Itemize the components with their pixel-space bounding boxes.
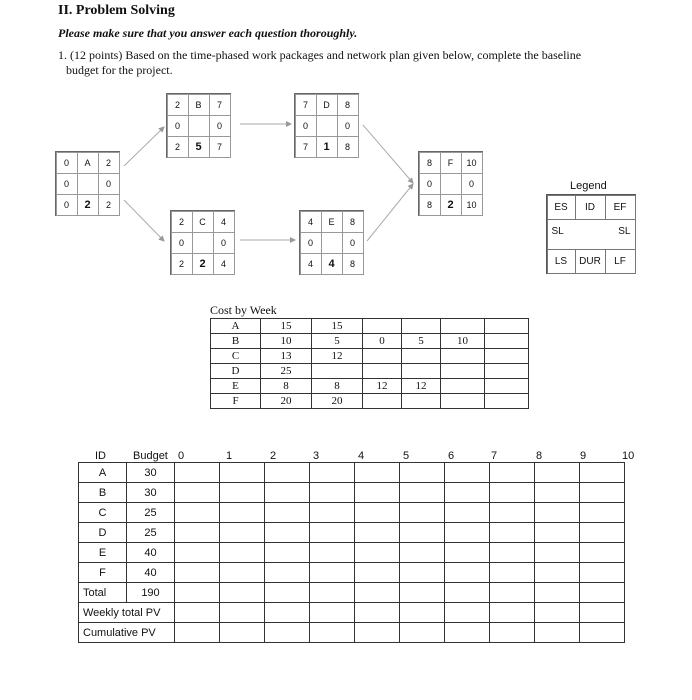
cost-row-label: C bbox=[211, 349, 261, 364]
cost-cell: 13 bbox=[261, 349, 312, 364]
pv-input-cell[interactable] bbox=[310, 483, 355, 503]
pv-input-cell[interactable] bbox=[400, 523, 445, 543]
cost-cell bbox=[485, 349, 529, 364]
cost-cell: 8 bbox=[261, 379, 312, 394]
node-sl-left: 0 bbox=[295, 115, 317, 137]
pv-input-cell[interactable] bbox=[445, 543, 490, 563]
cost-cell: 12 bbox=[402, 379, 441, 394]
node-ls: 2 bbox=[167, 136, 189, 158]
pv-input-cell[interactable] bbox=[580, 503, 625, 523]
node-dur: 2 bbox=[192, 253, 214, 275]
budget-row-amount: 30 bbox=[127, 483, 175, 503]
cost-row bbox=[211, 334, 529, 349]
pv-input-cell[interactable] bbox=[175, 603, 220, 623]
week-label: 5 bbox=[403, 450, 410, 462]
pv-input-cell[interactable] bbox=[400, 563, 445, 583]
pv-input-cell[interactable] bbox=[535, 563, 580, 583]
pv-input-cell[interactable] bbox=[490, 583, 535, 603]
pv-input-cell[interactable] bbox=[445, 623, 490, 643]
pv-input-cell[interactable] bbox=[580, 463, 625, 483]
pv-input-cell[interactable] bbox=[220, 503, 265, 523]
pv-input-cell[interactable] bbox=[580, 563, 625, 583]
node-e bbox=[299, 210, 364, 275]
cost-cell: 20 bbox=[261, 394, 312, 409]
pv-input-cell[interactable] bbox=[580, 603, 625, 623]
week-label: 8 bbox=[536, 450, 543, 462]
pv-input-cell[interactable] bbox=[355, 523, 400, 543]
pv-input-cell[interactable] bbox=[445, 503, 490, 523]
pv-input-cell[interactable] bbox=[220, 543, 265, 563]
node-b bbox=[166, 93, 231, 158]
cost-cell bbox=[402, 349, 441, 364]
week-label: 10 bbox=[622, 450, 635, 462]
pv-input-cell[interactable] bbox=[175, 463, 220, 483]
legend-ls: LS bbox=[547, 249, 576, 274]
node-lf: 10 bbox=[461, 194, 483, 216]
pv-input-cell[interactable] bbox=[355, 543, 400, 563]
node-es: 0 bbox=[56, 152, 78, 174]
weekly-pv-row-label: Weekly total PV bbox=[79, 603, 175, 623]
node-sl-right: 0 bbox=[209, 115, 231, 137]
legend-dur: DUR bbox=[575, 249, 606, 274]
pv-input-cell[interactable] bbox=[490, 623, 535, 643]
node-es: 4 bbox=[300, 211, 322, 233]
cost-row-label: D bbox=[211, 364, 261, 379]
total-value: 190 bbox=[127, 583, 175, 603]
pv-input-cell[interactable] bbox=[580, 583, 625, 603]
node-lf: 2 bbox=[98, 194, 120, 216]
cost-row bbox=[211, 349, 529, 364]
arrow-a-b bbox=[124, 127, 164, 166]
node-sl-right: 0 bbox=[461, 173, 483, 195]
pv-input-cell[interactable] bbox=[220, 583, 265, 603]
budget-row-id: D bbox=[79, 523, 127, 543]
node-ef: 8 bbox=[342, 211, 364, 233]
week-label: 2 bbox=[270, 450, 277, 462]
node-sl-mid bbox=[188, 115, 210, 137]
legend-sl-left: SL bbox=[547, 219, 576, 250]
pv-input-cell[interactable] bbox=[355, 563, 400, 583]
pv-input-cell[interactable] bbox=[175, 483, 220, 503]
node-sl-left: 0 bbox=[167, 115, 189, 137]
pv-input-cell[interactable] bbox=[535, 523, 580, 543]
pv-input-cell[interactable] bbox=[265, 463, 310, 483]
node-a bbox=[55, 151, 120, 216]
pv-input-cell[interactable] bbox=[265, 603, 310, 623]
pv-input-cell[interactable] bbox=[445, 603, 490, 623]
legend-es: ES bbox=[547, 195, 576, 220]
legend-id: ID bbox=[575, 195, 606, 220]
total-label: Total bbox=[79, 583, 127, 603]
pv-input-cell[interactable] bbox=[445, 463, 490, 483]
legend-title: Legend bbox=[570, 180, 607, 192]
cost-cell bbox=[363, 394, 402, 409]
pv-input-cell[interactable] bbox=[355, 483, 400, 503]
pv-input-cell[interactable] bbox=[310, 603, 355, 623]
cost-cell bbox=[312, 364, 363, 379]
pv-input-cell[interactable] bbox=[175, 623, 220, 643]
cost-cell bbox=[485, 364, 529, 379]
cost-cell: 15 bbox=[312, 319, 363, 334]
pv-input-cell[interactable] bbox=[580, 543, 625, 563]
budget-row-id: E bbox=[79, 543, 127, 563]
legend-ef: EF bbox=[605, 195, 636, 220]
budget-total-row bbox=[79, 583, 625, 603]
node-sl-mid bbox=[77, 173, 99, 195]
pv-input-cell[interactable] bbox=[265, 623, 310, 643]
pv-input-cell[interactable] bbox=[175, 503, 220, 523]
node-dur: 4 bbox=[321, 253, 343, 275]
node-sl-right: 0 bbox=[342, 232, 364, 254]
legend-lf: LF bbox=[605, 249, 636, 274]
node-sl-mid bbox=[321, 232, 343, 254]
pv-input-cell[interactable] bbox=[535, 503, 580, 523]
pv-input-cell[interactable] bbox=[265, 503, 310, 523]
cost-cell: 12 bbox=[363, 379, 402, 394]
pv-input-cell[interactable] bbox=[310, 623, 355, 643]
cost-row bbox=[211, 364, 529, 379]
node-es: 2 bbox=[167, 94, 189, 116]
pv-input-cell[interactable] bbox=[265, 563, 310, 583]
cost-cell bbox=[485, 319, 529, 334]
node-ls: 7 bbox=[295, 136, 317, 158]
week-label: 0 bbox=[178, 450, 185, 462]
node-dur: 1 bbox=[316, 136, 338, 158]
pv-input-cell[interactable] bbox=[535, 543, 580, 563]
node-sl-mid bbox=[192, 232, 214, 254]
budget-row-amount: 30 bbox=[127, 463, 175, 483]
budget-row-id: C bbox=[79, 503, 127, 523]
node-lf: 7 bbox=[209, 136, 231, 158]
week-label: 1 bbox=[226, 450, 233, 462]
node-id: A bbox=[77, 152, 99, 174]
budget-row-id: B bbox=[79, 483, 127, 503]
node-sl-mid bbox=[440, 173, 462, 195]
pv-input-cell[interactable] bbox=[220, 463, 265, 483]
cost-cell: 0 bbox=[363, 334, 402, 349]
node-id: F bbox=[440, 152, 462, 174]
budget-row-amount: 25 bbox=[127, 503, 175, 523]
pv-input-cell[interactable] bbox=[175, 583, 220, 603]
pv-input-cell[interactable] bbox=[400, 583, 445, 603]
cost-cell bbox=[363, 349, 402, 364]
cost-row bbox=[211, 379, 529, 394]
node-sl-right: 0 bbox=[213, 232, 235, 254]
node-sl-right: 0 bbox=[337, 115, 359, 137]
pv-input-cell[interactable] bbox=[355, 463, 400, 483]
cost-cell bbox=[363, 319, 402, 334]
week-label: 4 bbox=[358, 450, 365, 462]
legend-sl-right: SL bbox=[575, 219, 636, 250]
cost-by-week-table bbox=[210, 318, 529, 409]
cost-row-label: B bbox=[211, 334, 261, 349]
cost-row bbox=[211, 394, 529, 409]
pv-input-cell[interactable] bbox=[490, 503, 535, 523]
cost-cell bbox=[441, 349, 485, 364]
pv-input-cell[interactable] bbox=[400, 463, 445, 483]
cost-row-label: A bbox=[211, 319, 261, 334]
pv-input-cell[interactable] bbox=[265, 483, 310, 503]
pv-input-cell[interactable] bbox=[310, 523, 355, 543]
budget-header-budget: Budget bbox=[133, 450, 168, 462]
node-id: D bbox=[316, 94, 338, 116]
budget-row bbox=[79, 503, 625, 523]
node-c bbox=[170, 210, 235, 275]
pv-input-cell[interactable] bbox=[535, 623, 580, 643]
pv-input-cell[interactable] bbox=[310, 563, 355, 583]
budget-row-amount: 40 bbox=[127, 543, 175, 563]
cost-cell: 25 bbox=[261, 364, 312, 379]
pv-input-cell[interactable] bbox=[220, 523, 265, 543]
pv-input-cell[interactable] bbox=[310, 583, 355, 603]
budget-row bbox=[79, 523, 625, 543]
legend-box bbox=[546, 194, 636, 274]
pv-input-cell[interactable] bbox=[220, 563, 265, 583]
cost-cell bbox=[485, 394, 529, 409]
cost-cell: 12 bbox=[312, 349, 363, 364]
node-sl-left: 0 bbox=[171, 232, 193, 254]
node-ls: 4 bbox=[300, 253, 322, 275]
cost-cell: 10 bbox=[261, 334, 312, 349]
cost-by-week-title: Cost by Week bbox=[210, 303, 277, 317]
pv-input-cell[interactable] bbox=[490, 523, 535, 543]
pv-input-cell[interactable] bbox=[310, 463, 355, 483]
cost-row bbox=[211, 319, 529, 334]
pv-input-cell[interactable] bbox=[400, 623, 445, 643]
node-ls: 2 bbox=[171, 253, 193, 275]
question-line-1: 1. (12 points) Based on the time-phased work packages and network plan given below, complete the baseline bbox=[58, 48, 582, 62]
pv-input-cell[interactable] bbox=[220, 603, 265, 623]
node-sl-mid bbox=[316, 115, 338, 137]
pv-input-cell[interactable] bbox=[535, 583, 580, 603]
node-f bbox=[418, 151, 483, 216]
arrow-d-f bbox=[363, 125, 413, 183]
cost-cell: 5 bbox=[402, 334, 441, 349]
node-lf: 8 bbox=[342, 253, 364, 275]
cost-cell bbox=[363, 364, 402, 379]
pv-input-cell[interactable] bbox=[445, 523, 490, 543]
week-label: 6 bbox=[448, 450, 455, 462]
node-ef: 4 bbox=[213, 211, 235, 233]
cost-cell bbox=[441, 379, 485, 394]
node-lf: 4 bbox=[213, 253, 235, 275]
pv-input-cell[interactable] bbox=[490, 543, 535, 563]
pv-input-cell[interactable] bbox=[490, 603, 535, 623]
instruction-text: Please make sure that you answer each question thoroughly. bbox=[58, 26, 358, 40]
node-id: C bbox=[192, 211, 214, 233]
pv-input-cell[interactable] bbox=[490, 483, 535, 503]
pv-input-cell[interactable] bbox=[580, 483, 625, 503]
budget-row-id: F bbox=[79, 563, 127, 583]
cost-cell bbox=[485, 334, 529, 349]
pv-input-cell[interactable] bbox=[310, 503, 355, 523]
cost-cell: 10 bbox=[441, 334, 485, 349]
node-es: 8 bbox=[419, 152, 441, 174]
node-sl-left: 0 bbox=[419, 173, 441, 195]
cost-cell: 15 bbox=[261, 319, 312, 334]
node-sl-right: 0 bbox=[98, 173, 120, 195]
pv-input-cell[interactable] bbox=[175, 563, 220, 583]
node-es: 2 bbox=[171, 211, 193, 233]
pv-input-cell[interactable] bbox=[535, 603, 580, 623]
cost-cell bbox=[441, 319, 485, 334]
budget-row bbox=[79, 483, 625, 503]
cost-cell: 8 bbox=[312, 379, 363, 394]
pv-input-cell[interactable] bbox=[490, 463, 535, 483]
cost-cell bbox=[485, 379, 529, 394]
node-sl-left: 0 bbox=[56, 173, 78, 195]
node-sl-left: 0 bbox=[300, 232, 322, 254]
cost-row-label: E bbox=[211, 379, 261, 394]
pv-input-cell[interactable] bbox=[265, 583, 310, 603]
pv-input-cell[interactable] bbox=[445, 563, 490, 583]
week-label: 3 bbox=[313, 450, 320, 462]
weekly-pv-row bbox=[79, 603, 625, 623]
cost-cell bbox=[402, 394, 441, 409]
pv-input-cell[interactable] bbox=[535, 483, 580, 503]
pv-input-cell[interactable] bbox=[400, 543, 445, 563]
node-ef: 10 bbox=[461, 152, 483, 174]
baseline-budget-table bbox=[78, 462, 625, 643]
node-ls: 0 bbox=[56, 194, 78, 216]
node-id: E bbox=[321, 211, 343, 233]
pv-input-cell[interactable] bbox=[445, 583, 490, 603]
pv-input-cell[interactable] bbox=[400, 483, 445, 503]
pv-input-cell[interactable] bbox=[535, 463, 580, 483]
pv-input-cell[interactable] bbox=[580, 523, 625, 543]
pv-input-cell[interactable] bbox=[445, 483, 490, 503]
node-d bbox=[294, 93, 359, 158]
arrow-a-c bbox=[124, 200, 164, 241]
cost-cell bbox=[402, 364, 441, 379]
pv-input-cell[interactable] bbox=[400, 503, 445, 523]
cost-row-label: F bbox=[211, 394, 261, 409]
pv-input-cell[interactable] bbox=[355, 503, 400, 523]
node-es: 7 bbox=[295, 94, 317, 116]
budget-row bbox=[79, 543, 625, 563]
cumulative-pv-row bbox=[79, 623, 625, 643]
budget-row-id: A bbox=[79, 463, 127, 483]
pv-input-cell[interactable] bbox=[355, 623, 400, 643]
section-title: II. Problem Solving bbox=[58, 3, 175, 18]
cumulative-pv-row-label: Cumulative PV bbox=[79, 623, 175, 643]
cost-cell bbox=[441, 394, 485, 409]
budget-row-amount: 40 bbox=[127, 563, 175, 583]
cost-cell bbox=[402, 319, 441, 334]
node-ef: 2 bbox=[98, 152, 120, 174]
budget-row-amount: 25 bbox=[127, 523, 175, 543]
arrow-e-f bbox=[367, 184, 413, 241]
week-label: 9 bbox=[580, 450, 587, 462]
pv-input-cell[interactable] bbox=[175, 543, 220, 563]
node-lf: 8 bbox=[337, 136, 359, 158]
pv-input-cell[interactable] bbox=[400, 603, 445, 623]
pv-input-cell[interactable] bbox=[310, 543, 355, 563]
pv-input-cell[interactable] bbox=[265, 523, 310, 543]
question-line-2: budget for the project. bbox=[66, 63, 173, 77]
node-ls: 8 bbox=[419, 194, 441, 216]
budget-row bbox=[79, 463, 625, 483]
budget-row bbox=[79, 563, 625, 583]
node-dur: 2 bbox=[77, 194, 99, 216]
budget-header-id: ID bbox=[95, 450, 106, 462]
pv-input-cell[interactable] bbox=[580, 623, 625, 643]
cost-cell: 5 bbox=[312, 334, 363, 349]
node-id: B bbox=[188, 94, 210, 116]
cost-cell bbox=[441, 364, 485, 379]
pv-input-cell[interactable] bbox=[355, 603, 400, 623]
pv-input-cell[interactable] bbox=[265, 543, 310, 563]
week-label: 7 bbox=[491, 450, 498, 462]
pv-input-cell[interactable] bbox=[220, 623, 265, 643]
pv-input-cell[interactable] bbox=[490, 563, 535, 583]
pv-input-cell[interactable] bbox=[220, 483, 265, 503]
cost-cell: 20 bbox=[312, 394, 363, 409]
pv-input-cell[interactable] bbox=[355, 583, 400, 603]
node-ef: 8 bbox=[337, 94, 359, 116]
node-ef: 7 bbox=[209, 94, 231, 116]
node-dur: 5 bbox=[188, 136, 210, 158]
pv-input-cell[interactable] bbox=[175, 523, 220, 543]
node-dur: 2 bbox=[440, 194, 462, 216]
